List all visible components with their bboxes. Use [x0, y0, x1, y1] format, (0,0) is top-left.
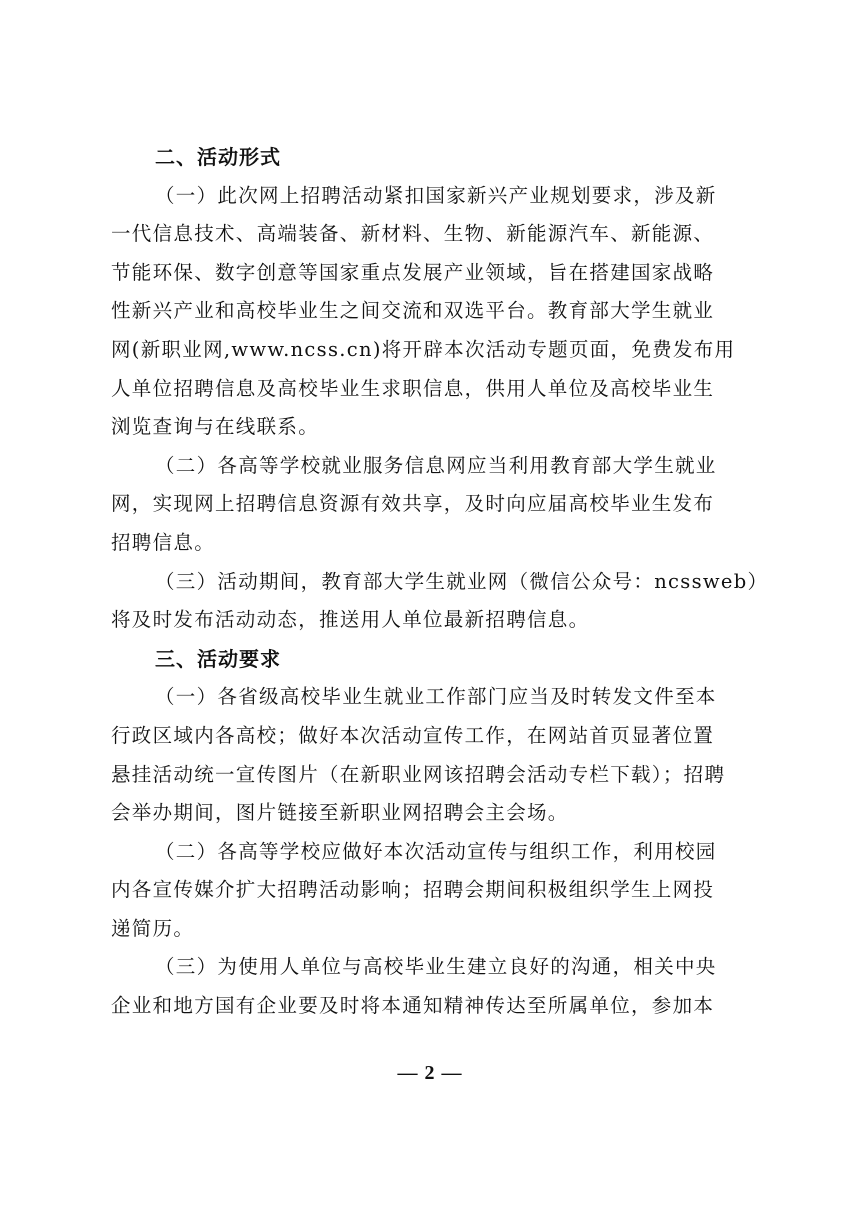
paragraph-line: 企业和地方国有企业要及时将本通知精神传达至所属单位，参加本	[111, 994, 715, 1018]
paragraph-line: 人单位招聘信息及高校毕业生求职信息，供用人单位及高校毕业生	[111, 376, 715, 400]
paragraph-line: （一）各省级高校毕业生就业工作部门应当及时转发文件至本	[155, 685, 717, 709]
paragraph-req-1	[111, 678, 753, 832]
paragraph-line: 网(新职业网,www.ncss.cn)将开辟本次活动专题页面，免费发布用	[111, 337, 736, 361]
paragraph-line: 网，实现网上招聘信息资源有效共享，及时向应届高校毕业生发布	[111, 492, 715, 516]
paragraph-form-3	[111, 563, 769, 640]
paragraph-line: （一）此次网上招聘活动紧扣国家新兴产业规划要求，涉及新	[155, 183, 717, 207]
paragraph-line: （三）为使用人单位与高校毕业生建立良好的沟通，相关中央	[155, 955, 717, 979]
page-number: — 2 —	[397, 1062, 463, 1084]
section-heading-activity-form: 二、活动形式	[155, 145, 281, 169]
paragraph-line: 性新兴产业和高校毕业生之间交流和双选平台。教育部大学生就业	[111, 299, 715, 323]
paragraph-line: 一代信息技术、高端装备、新材料、生物、新能源汽车、新能源、	[111, 222, 715, 246]
paragraph-form-1	[111, 177, 753, 447]
paragraph-line: 内各宣传媒介扩大招聘活动影响；招聘会期间积极组织学生上网投	[111, 878, 715, 902]
paragraph-form-2	[111, 447, 753, 563]
paragraph-line: （二）各高等学校应做好本次活动宣传与组织工作，利用校园	[155, 839, 717, 863]
paragraph-line: 招聘信息。	[111, 530, 216, 554]
paragraph-line: 会举办期间，图片链接至新职业网招聘会主会场。	[111, 801, 569, 825]
paragraph-line: 节能环保、数字创意等国家重点发展产业领域，旨在搭建国家战略	[111, 260, 715, 284]
section-heading-activity-requirements: 三、活动要求	[155, 646, 281, 671]
paragraph-line: （三）活动期间，教育部大学生就业网（微信公众号：ncssweb）	[155, 569, 769, 593]
paragraph-req-2	[111, 833, 753, 949]
paragraph-line: 行政区域内各高校；做好本次活动宣传工作，在网站首页显著位置	[111, 723, 715, 747]
paragraph-line: 浏览查询与在线联系。	[111, 415, 320, 439]
paragraph-line: （二）各高等学校就业服务信息网应当利用教育部大学生就业	[155, 453, 717, 477]
paragraph-line: 递简历。	[111, 916, 195, 940]
document-body	[111, 138, 769, 1026]
paragraph-req-3	[111, 948, 753, 1025]
paragraph-line: 悬挂活动统一宣传图片（在新职业网该招聘会活动专栏下载）；招聘	[111, 762, 726, 786]
paragraph-line: 将及时发布活动动态，推送用人单位最新招聘信息。	[111, 608, 590, 632]
